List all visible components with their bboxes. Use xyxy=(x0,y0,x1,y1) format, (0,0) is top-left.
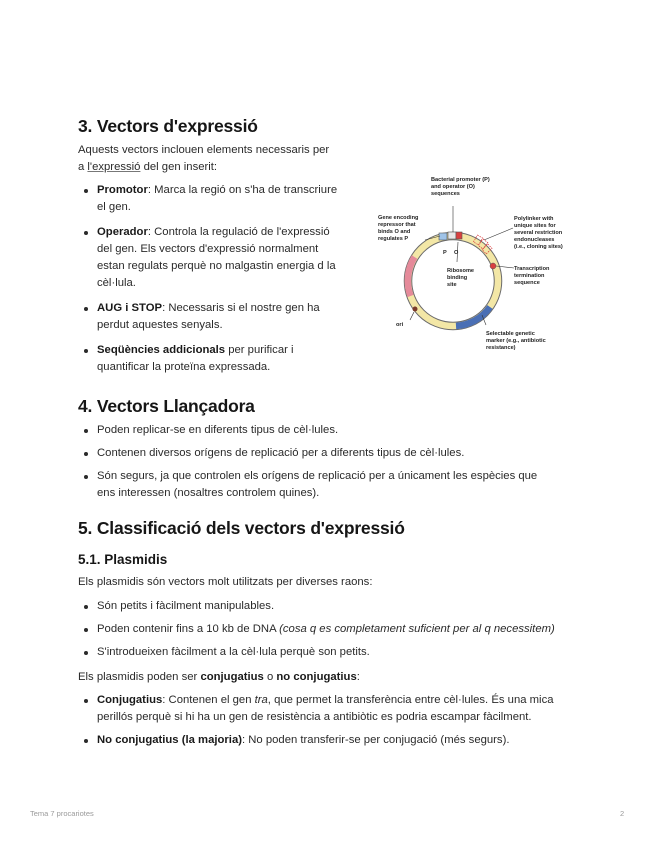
plasmids-intro: Els plasmidis són vectors molt utilitzats per diverses raons: xyxy=(78,576,373,588)
label-termination-3: sequence xyxy=(514,280,540,286)
list-item: S'introdueixen fàcilment a la cèl·lula perquè son petits. xyxy=(84,644,594,661)
terminator-mark xyxy=(490,263,496,269)
label-selectable: Selectable genetic xyxy=(486,331,535,337)
label-rbs: Ribosome xyxy=(447,268,475,274)
list-item: Poden replicar-se en diferents tipus de cèl·lules. xyxy=(84,422,584,439)
list-item: Seqüències addicionals per purificar i quantificar la proteïna expressada. xyxy=(84,342,364,376)
label-gene-3: binds O and xyxy=(378,229,411,235)
expression-vector-diagram xyxy=(372,170,572,360)
label-ori: ori xyxy=(396,322,404,328)
label-rbs-2: binding xyxy=(447,275,468,281)
plasmids-list xyxy=(84,598,594,661)
label-p: P xyxy=(443,250,447,256)
label-polylinker-5: (i.e., cloning sites) xyxy=(514,244,563,250)
section-3-intro: Aquests vectors inclouen elements necessaris per a l'expressió del gen inserit: xyxy=(78,144,330,173)
selectable-marker-segment xyxy=(456,307,490,326)
section-3-list xyxy=(84,182,364,376)
section-3-title: 3. Vectors d'expressió xyxy=(78,116,258,136)
footer-title: Tema 7 procariotes xyxy=(30,809,94,818)
section-4-title: 4. Vectors Llançadora xyxy=(78,396,255,416)
label-polylinker: Polylinker with xyxy=(514,216,554,222)
label-termination-2: termination xyxy=(514,273,545,279)
page-number: 2 xyxy=(620,809,625,818)
label-gene: Gene encoding xyxy=(378,215,419,221)
label-selectable-3: resistance) xyxy=(486,345,516,351)
list-item: Són petits i fàcilment manipulables. xyxy=(84,598,594,615)
label-polylinker-3: several restriction xyxy=(514,230,563,236)
subsection-title: 5.1. Plasmidis xyxy=(78,552,168,567)
section-4-list xyxy=(84,422,584,502)
list-item: Conjugatius: Contenen el gen tra, que permet la transferència entre cèl·lules. És una mica perillós perquè si hi ha un gen de resistència a antibiòtic es podria escampar fàcilment. xyxy=(84,692,594,726)
label-rbs-3: site xyxy=(447,282,457,288)
label-promoter-2: and operator (O) xyxy=(431,184,475,190)
list-item: Contenen diversos orígens de replicació per a diferents tipus de cèl·lules. xyxy=(84,445,584,462)
plasmids-types-intro: Els plasmidis poden ser conjugatius o no conjugatius: xyxy=(78,671,360,683)
start-box xyxy=(456,232,462,239)
ori-mark xyxy=(413,307,418,312)
promoter-box xyxy=(439,233,447,240)
operator-box xyxy=(448,232,456,239)
label-gene-2: repressor that xyxy=(378,222,416,228)
section-5-title: 5. Classificació dels vectors d'expressió xyxy=(78,518,405,538)
label-o: O xyxy=(454,250,459,256)
list-item: Poden contenir fins a 10 kb de DNA (cosa q es completament suficient per al q necessitem) xyxy=(84,621,594,638)
label-polylinker-2: unique sites for xyxy=(514,223,556,229)
list-item: Operador: Controla la regulació de l'expressió del gen. Els vectors d'expressió normalment estan regulats perquè no malgastin energia d la cèl·lula. xyxy=(84,224,364,292)
label-termination: Transcription xyxy=(514,266,550,272)
list-item: AUG i STOP: Necessaris si el nostre gen ha perdut aquestes senyals. xyxy=(84,300,364,334)
underlined-term: l'expressió xyxy=(87,161,141,173)
label-promoter-3: sequences xyxy=(431,191,460,197)
label-gene-4: regulates P xyxy=(378,236,409,242)
list-item: No conjugatius (la majoria): No poden transferir-se per conjugació (més segurs). xyxy=(84,732,594,749)
plasmids-types-list xyxy=(84,692,594,749)
label-polylinker-4: endonucleases xyxy=(514,237,555,243)
label-selectable-2: marker (e.g., antibiotic xyxy=(486,338,546,344)
list-item: Són segurs, ja que controlen els orígens de replicació per a únicament les espècies que ens interessen (nosaltres controlem quines). xyxy=(84,468,584,502)
label-promoter: Bacterial promoter (P) xyxy=(431,177,490,183)
list-item: Promotor: Marca la regió on s'ha de transcriure el gen. xyxy=(84,182,364,216)
